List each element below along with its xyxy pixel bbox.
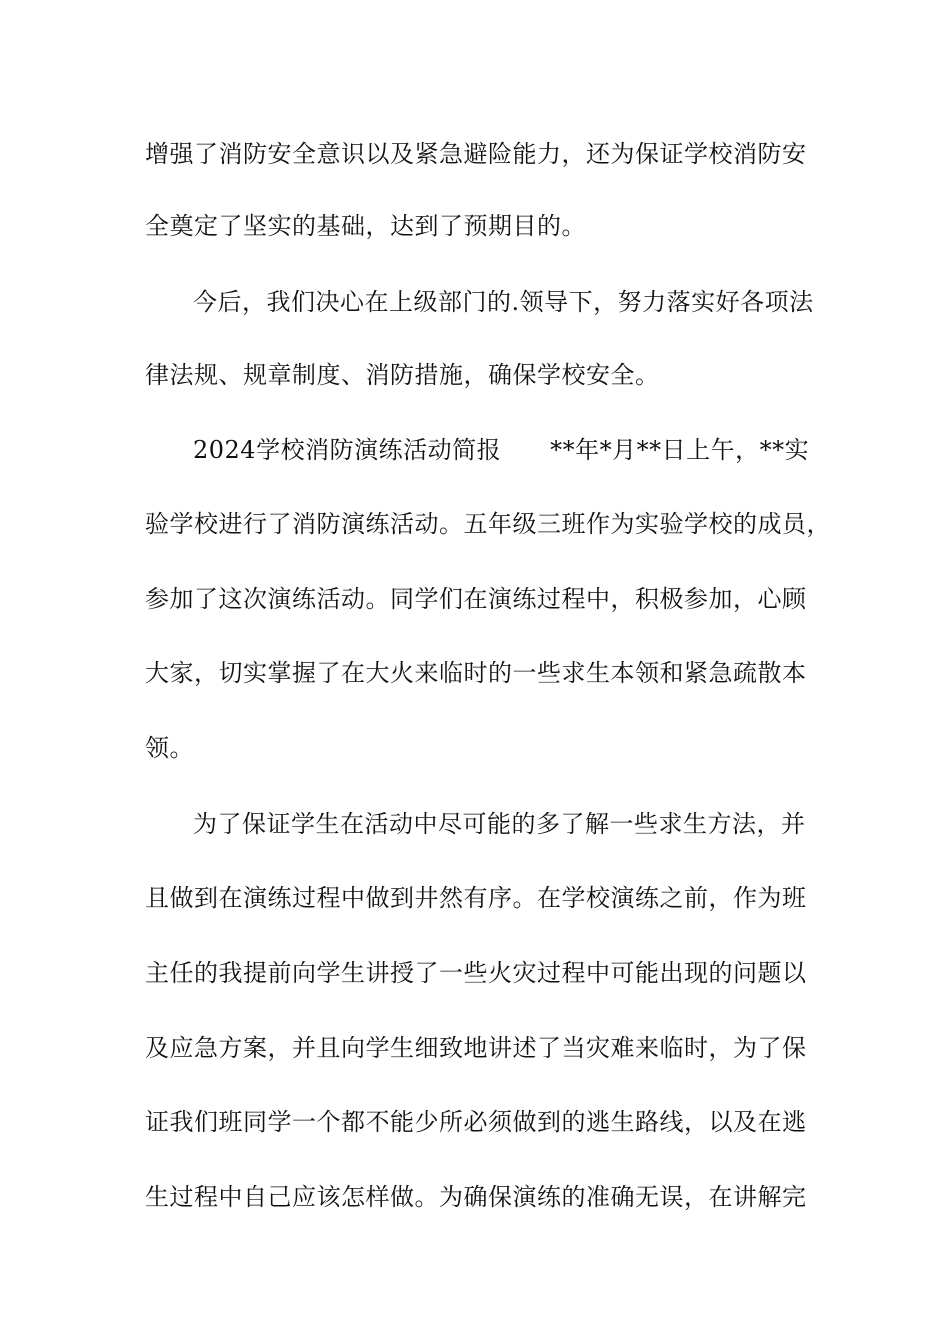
- paragraph-3-line-4: 大家，切实掌握了在大火来临时的一些求生本领和紧急疏散本: [145, 659, 807, 687]
- paragraph-4-line-4: 及应急方案，并且向学生细致地讲述了当灾难来临时，为了保: [145, 1034, 807, 1062]
- paragraph-4-line-6: 生过程中自己应该怎样做。为确保演练的准确无误，在讲解完: [145, 1183, 807, 1211]
- paragraph-1-line-2: 全奠定了坚实的基础，达到了预期目的。: [145, 212, 586, 240]
- paragraph-3-line-1: 2024学校消防演练活动简报 **年*月**日上午，**实: [193, 436, 810, 464]
- paragraph-4-line-5: 证我们班同学一个都不能少所必须做到的逃生路线，以及在逃: [145, 1108, 807, 1136]
- paragraph-3-line-3: 参加了这次演练活动。同学们在演练过程中，积极参加，心顾: [145, 585, 807, 613]
- paragraph-4-line-2: 且做到在演练过程中做到井然有序。在学校演练之前，作为班: [145, 884, 807, 912]
- paragraph-4-line-3: 主任的我提前向学生讲授了一些火灾过程中可能出现的问题以: [145, 959, 807, 987]
- paragraph-2-line-1: 今后，我们决心在上级部门的.领导下，努力落实好各项法: [193, 288, 814, 316]
- paragraph-3-line-2: 验学校进行了消防演练活动。五年级三班作为实验学校的成员，: [145, 510, 831, 538]
- paragraph-1-line-1: 增强了消防安全意识以及紧急避险能力，还为保证学校消防安: [145, 140, 807, 168]
- paragraph-3-line-5: 领。: [145, 734, 194, 762]
- paragraph-4-line-1: 为了保证学生在活动中尽可能的多了解一些求生方法，并: [193, 810, 806, 838]
- paragraph-2-line-2: 律法规、规章制度、消防措施，确保学校安全。: [145, 361, 660, 389]
